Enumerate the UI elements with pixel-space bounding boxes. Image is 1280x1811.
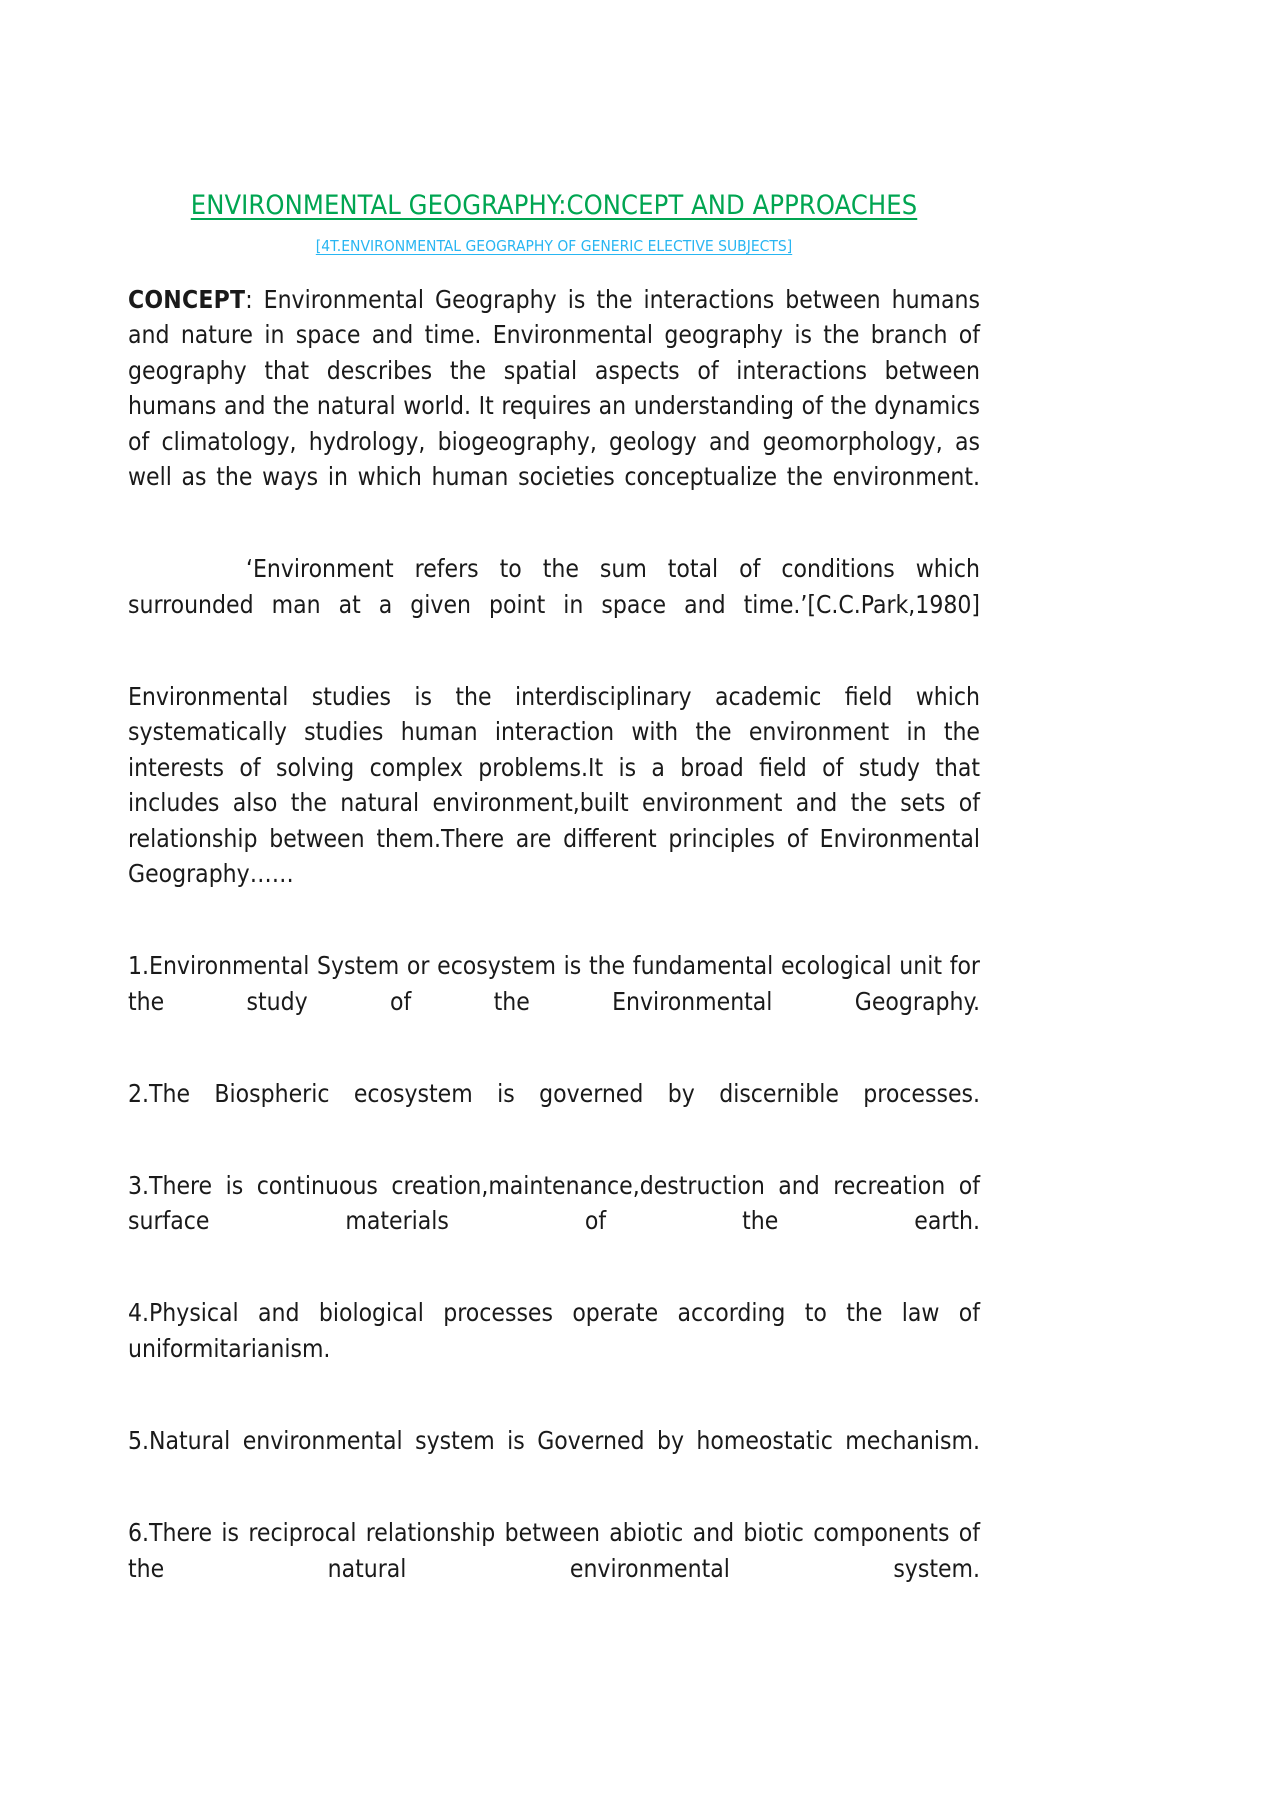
- principle-item-6: 6.There is reciprocal relationship between abiotic and biotic components of the natural environmental system.: [128, 1518, 980, 1583]
- principle-item-3: 3.There is continuous creation,maintenance,destruction and recreation of surface materials of the earth.: [128, 1170, 980, 1236]
- paragraph-environmental-studies: Environmental studies is the interdisciplinary academic field which systematically studies human interaction with the environment in the interests of solving complex problems.It is a broad field of study that includes also the natural environment,built environment and the sets of relationship between them.There are different principles of Environmental Geography……: [128, 681, 980, 889]
- concept-label: CONCEPT: [128, 284, 246, 314]
- document-subtitle: [4T.ENVIRONMENTAL GEOGRAPHY OF GENERIC ELECTIVE SUBJECTS]: [315, 236, 793, 255]
- paragraph-quote-park: ‘Environment refers to the sum total of conditions which surrounded man at a given point in space and time.’[C.C.Park,1980]: [128, 554, 980, 619]
- document-body: [128, 190, 980, 1643]
- paragraph-concept: [128, 282, 980, 531]
- principle-item-1: 1.Environmental System or ecosystem is the fundamental ecological unit for the study of the Environmental Geography.: [128, 951, 980, 1016]
- concept-body-text: : Environmental Geography is the interactions between humans and nature in space and time. Environmental geography is the branch of geography that describes the spatial aspects of interactions between humans and the natural world. It requires an understanding of the dynamics of climatology, hydrology, biogeography, geology and geomorphology, as well as the ways in which human societies conceptualize the environment.: [128, 284, 980, 492]
- principle-item-5: 5.Natural environmental system is Governed by homeostatic mechanism.: [128, 1425, 980, 1455]
- principle-item-2: 2.The Biospheric ecosystem is governed by discernible processes.: [128, 1078, 980, 1108]
- page-title: ENVIRONMENTAL GEOGRAPHY:CONCEPT AND APPROACHES: [190, 190, 918, 221]
- principle-item-4: 4.Physical and biological processes operate according to the law of uniformitarianism.: [128, 1298, 980, 1363]
